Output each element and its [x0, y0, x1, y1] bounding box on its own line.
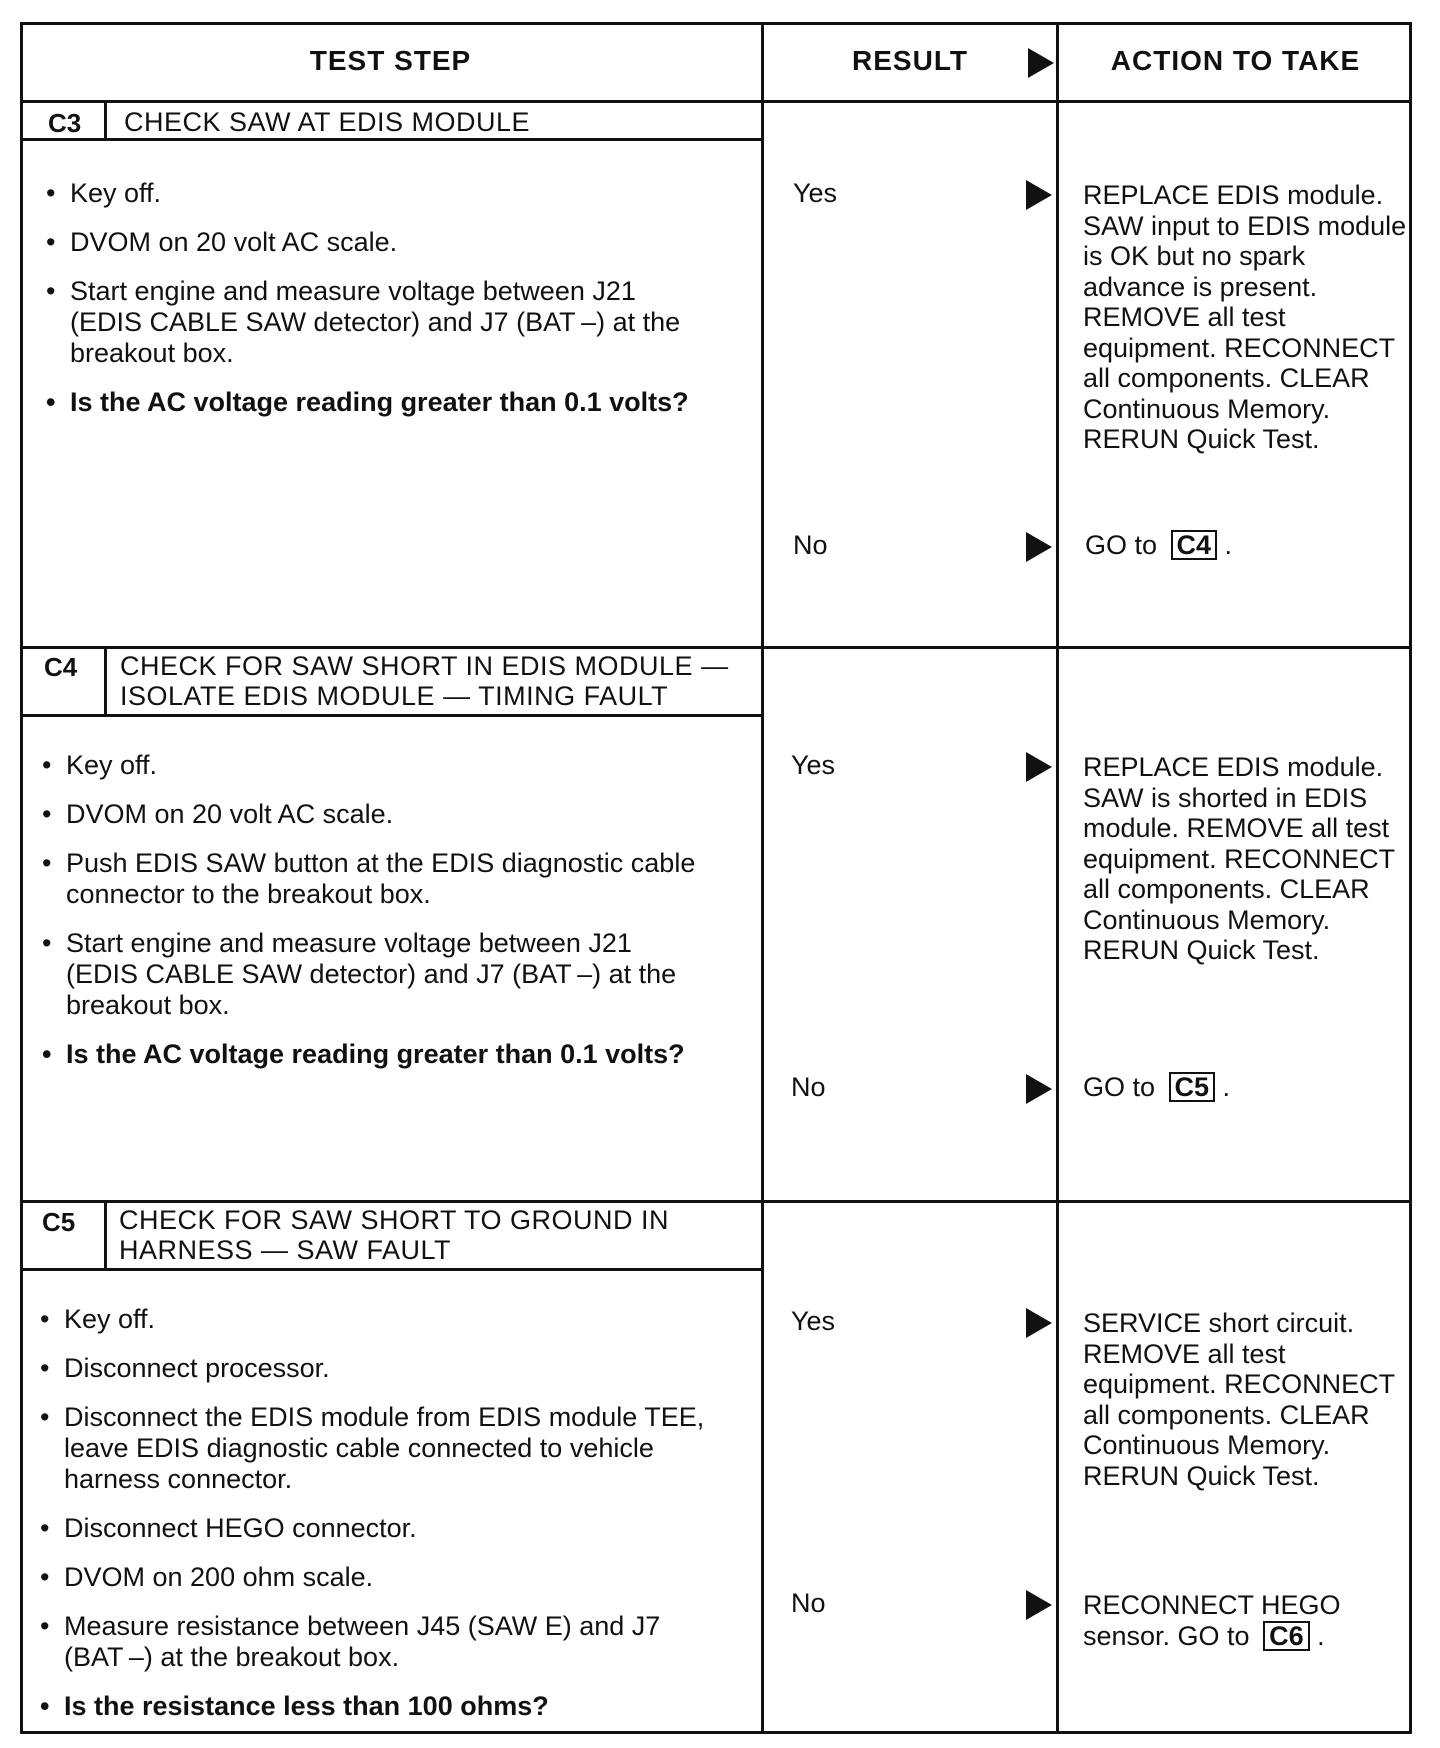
action-yes: REPLACE EDIS module. SAW input to EDIS module is OK but no spark advance is present. REMOVE all test equipment. RECONNECT all components. CLEAR Continuous Memory. RERUN Quick Test. — [1083, 180, 1407, 454]
step-title-line: CHECK FOR SAW SHORT IN EDIS MODULE — — [120, 651, 729, 681]
step-ref-c6[interactable]: C6 — [1263, 1621, 1310, 1651]
list-item: • DVOM on 20 volt AC scale. — [44, 227, 694, 258]
action-yes: REPLACE EDIS module. SAW is shorted in EDIS module. REMOVE all test equipment. RECONNECT all components. CLEAR Continuous Memory. RERUN Quick Test. — [1083, 752, 1395, 965]
c5-steps-list — [38, 1304, 738, 1740]
step-title-line: ISOLATE EDIS MODULE — TIMING FAULT — [120, 681, 669, 711]
list-item: • Key off. — [44, 178, 694, 209]
row-divider — [20, 646, 1412, 649]
action-no-suffix: . — [1215, 1072, 1231, 1102]
action-no — [1085, 530, 1232, 561]
step-title-line: CHECK FOR SAW SHORT TO GROUND IN — [119, 1205, 670, 1235]
c4-title-underline — [20, 714, 764, 717]
step-id: C3 — [48, 108, 82, 138]
c5-title-underline — [20, 1268, 764, 1271]
action-no — [1083, 1590, 1408, 1651]
list-item: • Disconnect processor. — [38, 1353, 738, 1384]
list-item: • Push EDIS SAW button at the EDIS diagnostic cable connector to the breakout box. — [40, 848, 700, 910]
action-no — [1083, 1072, 1230, 1103]
list-item: • DVOM on 200 ohm scale. — [38, 1562, 738, 1593]
step-question: • Is the AC voltage reading greater than 0.1 volts? — [40, 1039, 700, 1070]
header-divider — [20, 100, 1412, 103]
arrow-right-icon — [1026, 752, 1052, 782]
action-no-text: GO to — [1085, 530, 1165, 560]
header-test-step: TEST STEP — [309, 45, 472, 76]
list-item: • Key off. — [38, 1304, 738, 1335]
step-ref-c4[interactable]: C4 — [1171, 530, 1218, 560]
step-title — [120, 651, 729, 711]
c4-id-divider — [104, 647, 107, 715]
action-no-suffix: . — [1217, 530, 1233, 560]
result-no: No — [793, 530, 828, 560]
diagnostic-table — [20, 22, 1412, 1734]
step-title: CHECK SAW AT EDIS MODULE — [124, 107, 531, 137]
step-id: C4 — [44, 652, 78, 682]
step-question: • Is the AC voltage reading greater than 0.1 volts? — [44, 387, 694, 418]
action-no-text: GO to — [1083, 1072, 1163, 1102]
arrow-right-icon — [1026, 1074, 1052, 1104]
arrow-right-icon — [1026, 1590, 1052, 1620]
arrow-right-icon — [1026, 180, 1052, 210]
c5-id-divider — [104, 1201, 107, 1269]
header-action: ACTION TO TAKE — [1110, 45, 1361, 76]
c3-steps-list — [44, 178, 694, 436]
action-yes: SERVICE short circuit. REMOVE all test equipment. RECONNECT all components. CLEAR Continuous Memory. RERUN Quick Test. — [1083, 1308, 1395, 1491]
c3-id-divider — [104, 101, 107, 139]
step-title — [119, 1205, 669, 1265]
row-divider — [20, 1200, 1412, 1203]
action-no-suffix: . — [1309, 1620, 1325, 1651]
list-item: • Disconnect the EDIS module from EDIS module TEE, leave EDIS diagnostic cable connected to vehicle harness connector. — [38, 1402, 738, 1495]
list-item: • DVOM on 20 volt AC scale. — [40, 799, 700, 830]
step-id: C5 — [42, 1207, 76, 1237]
column-divider-action — [1056, 22, 1059, 1734]
column-divider-result — [761, 22, 764, 1734]
result-yes: Yes — [791, 1306, 836, 1336]
step-title-line: HARNESS — SAW FAULT — [119, 1235, 452, 1265]
action-no-text: RECONNECT HEGO sensor. GO to — [1083, 1590, 1341, 1651]
list-item: • Measure resistance between J45 (SAW E) and J7 (BAT –) at the breakout box. — [38, 1611, 738, 1673]
step-question: • Is the resistance less than 100 ohms? — [38, 1691, 738, 1722]
result-yes: Yes — [791, 750, 836, 780]
arrow-right-icon — [1028, 48, 1054, 78]
header-result-label: RESULT — [852, 45, 968, 76]
result-no: No — [791, 1072, 826, 1102]
result-yes: Yes — [793, 178, 838, 208]
list-item: • Disconnect HEGO connector. — [38, 1513, 738, 1544]
result-no: No — [791, 1588, 826, 1618]
arrow-right-icon — [1026, 1308, 1052, 1338]
step-ref-c5[interactable]: C5 — [1169, 1072, 1216, 1102]
c4-steps-list — [40, 750, 700, 1088]
list-item: • Start engine and measure voltage between J21 (EDIS CABLE SAW detector) and J7 (BAT –) at the breakout box. — [44, 276, 694, 369]
arrow-right-icon — [1026, 532, 1052, 562]
list-item: • Start engine and measure voltage between J21 (EDIS CABLE SAW detector) and J7 (BAT –) at the breakout box. — [40, 928, 700, 1021]
c3-title-underline — [20, 138, 764, 141]
header-result — [764, 22, 1056, 100]
list-item: • Key off. — [40, 750, 700, 781]
